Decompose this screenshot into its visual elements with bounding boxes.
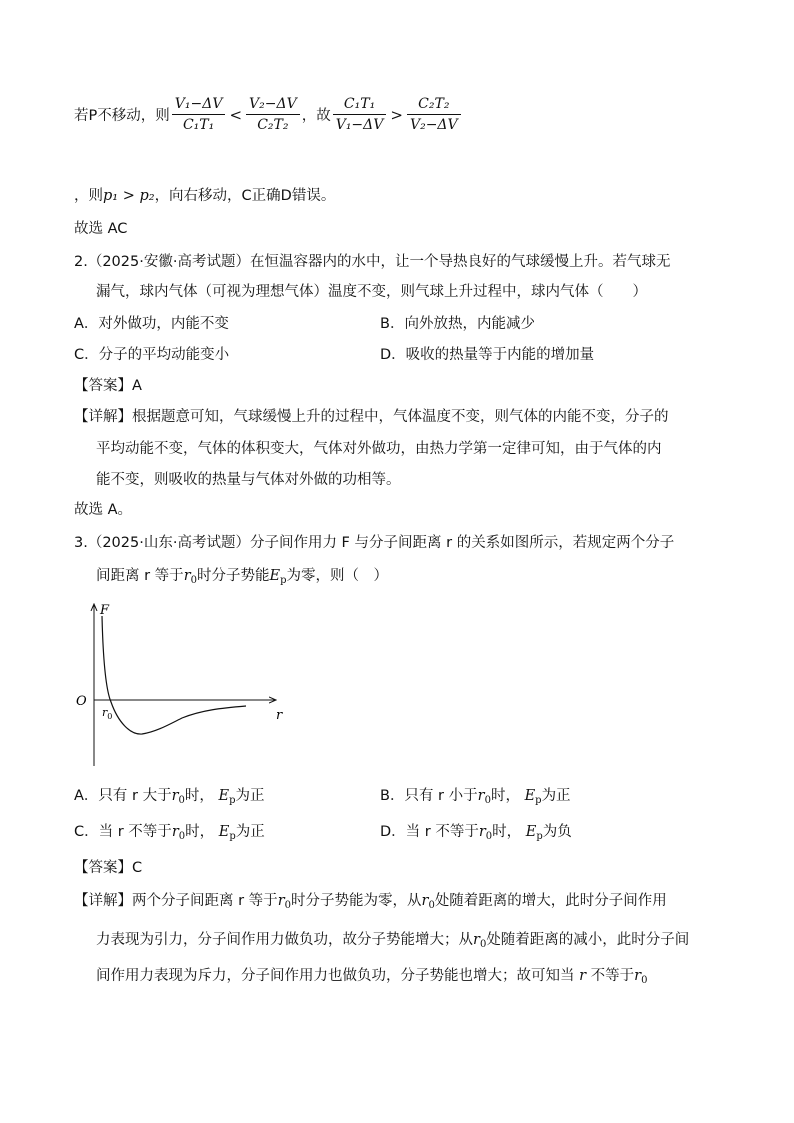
q2-detail-line3: 能不变，则吸收的热量与气体对外做的功相等。 bbox=[96, 472, 401, 488]
fraction-2: $\frac{\text{V₂−ΔV}}{\text{C₂T₂}}$ bbox=[246, 96, 300, 133]
fraction-4: $\frac{\text{C₂T₂}}{\text{V₂−ΔV}}$ bbox=[407, 96, 461, 133]
q2-stem-line1: 2.（2025·安徽·高考试题）在恒温容器内的水中，让一个导热良好的气球缓慢上升。若气球无 bbox=[74, 254, 671, 270]
q3-option-d: D．当 r 不等于$r_0$时， $E_p$为负 bbox=[380, 824, 572, 842]
q3-stem-line1: 3.（2025·山东·高考试题）分子间作用力 F 与分子间距离 r 的关系如图所示，若规定两个分子 bbox=[74, 535, 675, 551]
q3-option-c: C．当 r 不等于$r_0$时， $E_p$为正 bbox=[74, 824, 265, 842]
force-curve bbox=[102, 616, 246, 734]
origin-label: O bbox=[76, 694, 87, 709]
q2-option-d: D．吸收的热量等于内能的增加量 bbox=[380, 347, 595, 363]
q2-conclusion: 故选 A。 bbox=[74, 502, 133, 518]
q3-detail-line1: 【详解】两个分子间距离 r 等于$r_0$时分子势能为零，从$r_0$处随着距离的增大，此时分子间作用 bbox=[74, 893, 667, 911]
q2-option-b: B．向外放热，内能减少 bbox=[380, 316, 535, 332]
less-than-sign: < bbox=[229, 105, 243, 124]
pressure-conclusion: ，则p₁ > p₂，向右移动，C正确D错误。 bbox=[74, 188, 336, 204]
answer-choice-ac: 故选 AC bbox=[74, 221, 128, 237]
q2-option-c: C．分子的平均动能变小 bbox=[74, 347, 230, 363]
q3-detail-line3: 间作用力表现为斥力，分子间作用力也做负功，分子势能也增大；故可知当 r 不等于$r_0$ bbox=[96, 968, 648, 986]
greater-than-sign: > bbox=[390, 105, 403, 124]
q2-answer: 【答案】A bbox=[74, 378, 142, 394]
q2-stem-line2: 漏气，球内气体（可视为理想气体）温度不变，则气球上升过程中，球内气体（ ） bbox=[96, 284, 647, 300]
q2-option-a: A．对外做功，内能不变 bbox=[74, 316, 229, 332]
therefore-text: ，故 bbox=[301, 108, 331, 124]
p-comparison-line bbox=[74, 96, 463, 133]
fraction-3: $\frac{\text{C₁T₁}}{\text{V₁−ΔV}}$ bbox=[333, 96, 387, 133]
p-not-move-text: 若P不移动，则 bbox=[74, 108, 170, 124]
q3-option-a: A．只有 r 大于$r_0$时， $E_p$为正 bbox=[74, 788, 265, 806]
fraction-1: $\frac{\text{V₁−ΔV}}{\text{C₁T₁}}$ bbox=[172, 96, 226, 133]
q2-detail-line1: 【详解】根据题意可知，气球缓慢上升的过程中，气体温度不变，则气体的内能不变，分子的 bbox=[74, 409, 669, 425]
force-distance-graph bbox=[70, 598, 300, 768]
q3-answer: 【答案】C bbox=[74, 860, 143, 876]
q3-detail-line2: 力表现为引力，分子间作用力做负功，故分子势能增大；从$r_0$处随着距离的减小，此时分子间 bbox=[96, 932, 690, 950]
q3-option-b: B．只有 r 小于$r_0$时， $E_p$为正 bbox=[380, 788, 571, 806]
x-axis-label: r bbox=[276, 708, 283, 723]
y-axis-label: F bbox=[100, 603, 110, 618]
q2-detail-line2: 平均动能不变，气体的体积变大，气体对外做功，由热力学第一定律可知，由于气体的内 bbox=[96, 441, 662, 457]
q3-stem-line2: 间距离 r 等于$r_0$时分子势能$E_p$为零，则（ ） bbox=[96, 568, 388, 586]
r0-graph-label: $r_0$ bbox=[102, 706, 113, 721]
